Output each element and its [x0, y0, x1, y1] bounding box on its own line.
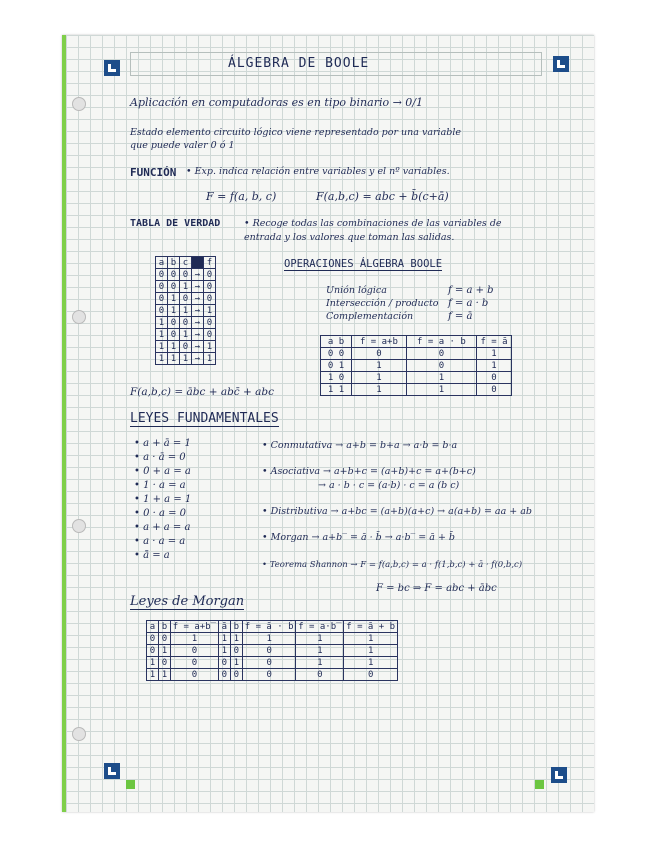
property-line: • Asociativa → a+b+c = (a+b)+c = a+(b+c) — [262, 466, 476, 477]
cell: 0 — [168, 281, 180, 293]
table-row — [321, 372, 512, 384]
law-item: • a · ā = 0 — [134, 452, 186, 463]
cell: → — [192, 305, 204, 317]
cell: 0 0 — [321, 348, 352, 360]
op-name: Intersección / producto — [326, 298, 439, 309]
brand-logo-icon — [104, 60, 120, 76]
morgan-header: a — [147, 621, 159, 633]
morgan-header: f = ā · b̄ — [242, 621, 296, 633]
morgan-table — [146, 620, 398, 681]
law-item: • a · a = a — [134, 536, 186, 547]
cell: 0 — [477, 372, 512, 384]
cell: 1 — [180, 281, 192, 293]
ops-header: f = a+b — [352, 336, 407, 348]
cell: 0 — [204, 281, 216, 293]
cell: 1 — [344, 645, 398, 657]
property-text: → a+b‾ = ā · b̄ → a·b‾ = ā + b̄ — [311, 532, 456, 543]
cell: 1 — [344, 657, 398, 669]
table-row — [156, 317, 216, 329]
ops-header: a b — [321, 336, 352, 348]
cell: 0 — [204, 329, 216, 341]
op-name: Complementación — [326, 311, 414, 322]
function-expr-2: F(a,b,c) = abc + b̄(c+ā) — [316, 190, 449, 203]
cell: 1 — [180, 329, 192, 341]
cell: 0 — [242, 669, 296, 681]
state-line-2: que puede valer 0 ó 1 — [130, 140, 235, 151]
property-line — [318, 480, 459, 491]
law-text: 1 + a = 1 — [143, 494, 192, 505]
cell: 0 — [147, 633, 159, 645]
table-row — [147, 657, 398, 669]
morgan-header: b̄ — [230, 621, 242, 633]
cell: 0 — [230, 645, 242, 657]
cell: 0 — [204, 293, 216, 305]
law-text: ā̄ = a — [143, 550, 170, 561]
table-row — [156, 293, 216, 305]
property-label: Asociativa — [270, 466, 320, 477]
cell: 1 — [156, 353, 168, 365]
tabla-text-2: entrada y los valores que toman las salidas. — [244, 232, 455, 243]
law-item: • a + a = a — [134, 522, 191, 533]
law-item: • 1 + a = 1 — [134, 494, 192, 505]
cell: 1 — [296, 645, 344, 657]
cell: 0 — [406, 348, 476, 360]
ops-header: f = a · b — [406, 336, 476, 348]
table-row — [147, 669, 398, 681]
truth-table — [155, 256, 216, 365]
cell: 0 — [242, 645, 296, 657]
morgan-header: f = a+b‾ — [171, 621, 219, 633]
cell: → — [192, 269, 204, 281]
cell: 1 — [204, 305, 216, 317]
cell: 0 — [171, 669, 219, 681]
morgan-header: b — [159, 621, 171, 633]
cell: 1 — [180, 305, 192, 317]
truth-header: f — [204, 257, 216, 269]
shannon-example: F = bc ⇒ F = abc + ābc — [376, 583, 497, 594]
property-text: → a+b = b+a → a·b = b·a — [335, 440, 458, 451]
morgan-header: f = a·b‾ — [296, 621, 344, 633]
table-row — [156, 341, 216, 353]
cell: 1 — [147, 669, 159, 681]
cell: 1 — [168, 353, 180, 365]
cell: 0 — [156, 293, 168, 305]
table-row — [321, 360, 512, 372]
cell: 1 — [230, 633, 242, 645]
cell: 0 — [156, 305, 168, 317]
ops-header: f = ā — [477, 336, 512, 348]
property-label: Teorema Shannon — [269, 560, 348, 570]
property-label: Morgan — [270, 532, 309, 543]
brand-logo-icon — [553, 56, 569, 72]
law-item: • a + ā = 1 — [134, 438, 191, 449]
tabla-text-1: • Recoge todas las combinaciones de las variables de — [244, 218, 502, 229]
cell: 1 — [352, 384, 407, 396]
table-row — [156, 329, 216, 341]
law-item: • 0 · a = 0 — [134, 508, 187, 519]
cell: 0 — [477, 384, 512, 396]
law-item: • ā̄ = a — [134, 550, 170, 561]
truth-header: b — [168, 257, 180, 269]
law-item: • 0 + a = a — [134, 466, 191, 477]
ops-title: OPERACIONES ÁLGEBRA BOOLE — [284, 258, 443, 270]
property-line: • Teorema Shannon → F = f(a,b,c) = a · f(1,b,c) + ā · f(0,b,c) — [262, 560, 523, 570]
cell: 0 — [159, 633, 171, 645]
morgan-header: ā — [218, 621, 230, 633]
law-text: a + ā = 1 — [143, 438, 191, 449]
morgan-header: f = ā + b̄ — [344, 621, 398, 633]
cell: 1 — [406, 384, 476, 396]
table-row — [321, 348, 512, 360]
truth-header: a — [156, 257, 168, 269]
table-row — [147, 633, 398, 645]
cell: 1 — [156, 329, 168, 341]
cell: 1 — [171, 633, 219, 645]
cell: 1 0 — [321, 372, 352, 384]
property-line: • Distributiva → a+bc = (a+b)(a+c) → a(a+b) = aa + ab — [262, 506, 533, 517]
intro-line: Aplicación en computadoras es en tipo binario → 0/1 — [130, 96, 424, 109]
cell: 0 — [156, 281, 168, 293]
cell: 1 — [352, 360, 407, 372]
property-text: → a+bc = (a+b)(a+c) → a(a+b) = aa + ab — [330, 506, 533, 517]
cell: 1 — [296, 657, 344, 669]
brand-logo-icon — [551, 767, 567, 783]
law-text: 0 · a = 0 — [143, 508, 187, 519]
leyes-title: LEYES FUNDAMENTALES — [130, 411, 279, 426]
property-line: • Morgan → a+b‾ = ā · b̄ → a·b‾ = ā + b̄ — [262, 532, 456, 543]
cell: 0 — [406, 360, 476, 372]
law-text: a · ā = 0 — [143, 452, 186, 463]
cell: 0 — [296, 669, 344, 681]
binder-hole — [72, 519, 86, 533]
table-row — [156, 269, 216, 281]
op-expr: f = a + b — [448, 285, 494, 296]
table-row — [156, 281, 216, 293]
cell: 0 — [180, 269, 192, 281]
property-line: • Conmutativa → a+b = b+a → a·b = b·a — [262, 440, 458, 451]
law-text: a + a = a — [143, 522, 191, 533]
binder-hole — [72, 97, 86, 111]
page-title: ÁLGEBRA DE BOOLE — [228, 56, 370, 71]
cell: 0 — [147, 645, 159, 657]
cell: 1 — [156, 341, 168, 353]
cell: 1 — [477, 360, 512, 372]
op-name: Unión lógica — [326, 285, 387, 296]
cell: 1 — [159, 669, 171, 681]
binder-hole — [72, 727, 86, 741]
cell: 1 1 — [321, 384, 352, 396]
cell: 1 — [147, 657, 159, 669]
cell: 0 — [171, 657, 219, 669]
cell: → — [192, 353, 204, 365]
cell: 1 — [180, 353, 192, 365]
cell: → — [192, 281, 204, 293]
cell: 0 — [352, 348, 407, 360]
cell: 0 — [230, 669, 242, 681]
cell: 0 — [344, 669, 398, 681]
cell: 0 — [218, 657, 230, 669]
state-line-1: Estado elemento circuito lógico viene representado por una variable — [130, 127, 461, 138]
cell: 1 — [242, 633, 296, 645]
funcion-text: • Exp. indica relación entre variables y el nº variables. — [186, 166, 450, 177]
law-text: a · a = a — [143, 536, 186, 547]
green-square-icon — [126, 780, 135, 789]
cell: 1 — [477, 348, 512, 360]
cell: 0 — [242, 657, 296, 669]
cell: 0 — [159, 657, 171, 669]
cell: → — [192, 329, 204, 341]
cell: 0 — [204, 269, 216, 281]
green-square-icon — [535, 780, 544, 789]
cell: 1 — [218, 645, 230, 657]
cell: 0 — [171, 645, 219, 657]
table-row — [147, 645, 398, 657]
cell: 1 — [218, 633, 230, 645]
table-row — [156, 353, 216, 365]
cell: 1 — [230, 657, 242, 669]
table-row — [156, 305, 216, 317]
tabla-label: TABLA DE VERDAD — [130, 218, 221, 229]
function-expr-1: F = f(a, b, c) — [206, 190, 277, 203]
cell: 1 — [159, 645, 171, 657]
truth-header — [192, 257, 204, 269]
cell: 0 — [218, 669, 230, 681]
law-text: 0 + a = a — [143, 466, 191, 477]
property-label: Conmutativa — [270, 440, 333, 451]
brand-logo-icon — [104, 763, 120, 779]
cell: 0 — [156, 269, 168, 281]
cell: 1 — [168, 341, 180, 353]
property-text: → F = f(a,b,c) = a · f(1,b,c) + ā · f(0,b,c) — [350, 560, 523, 570]
cell: 0 — [204, 317, 216, 329]
op-expr: f = a · b — [448, 298, 489, 309]
cell: 0 — [168, 317, 180, 329]
cell: 0 — [180, 293, 192, 305]
property-label: Distributiva — [270, 506, 328, 517]
property-text: → a · b · c = (a·b) · c = a (b c) — [318, 480, 460, 491]
operations-table — [320, 335, 512, 396]
law-text: 1 · a = a — [143, 480, 186, 491]
cell: 0 — [180, 341, 192, 353]
binder-hole — [72, 310, 86, 324]
cell: 1 — [156, 317, 168, 329]
cell: 1 — [204, 353, 216, 365]
cell: → — [192, 293, 204, 305]
morgan-title: Leyes de Morgan — [130, 594, 245, 609]
cell: 0 — [180, 317, 192, 329]
law-item: • 1 · a = a — [134, 480, 186, 491]
table-row — [321, 384, 512, 396]
cell: 1 — [344, 633, 398, 645]
cell: → — [192, 317, 204, 329]
cell: → — [192, 341, 204, 353]
cell: 1 — [168, 305, 180, 317]
cell: 1 — [296, 633, 344, 645]
cell: 1 — [352, 372, 407, 384]
cell: 1 — [168, 293, 180, 305]
cell: 1 — [204, 341, 216, 353]
truth-expression: F(a,b,c) = ābc + abc̄ + abc — [130, 386, 275, 398]
cell: 0 — [168, 269, 180, 281]
cell: 0 1 — [321, 360, 352, 372]
op-expr: f = ā — [448, 311, 473, 322]
cell: 1 — [406, 372, 476, 384]
funcion-label: FUNCIÓN — [130, 166, 177, 179]
property-text: → a+b+c = (a+b)+c = a+(b+c) — [323, 466, 476, 477]
cell: 0 — [168, 329, 180, 341]
truth-header: c — [180, 257, 192, 269]
